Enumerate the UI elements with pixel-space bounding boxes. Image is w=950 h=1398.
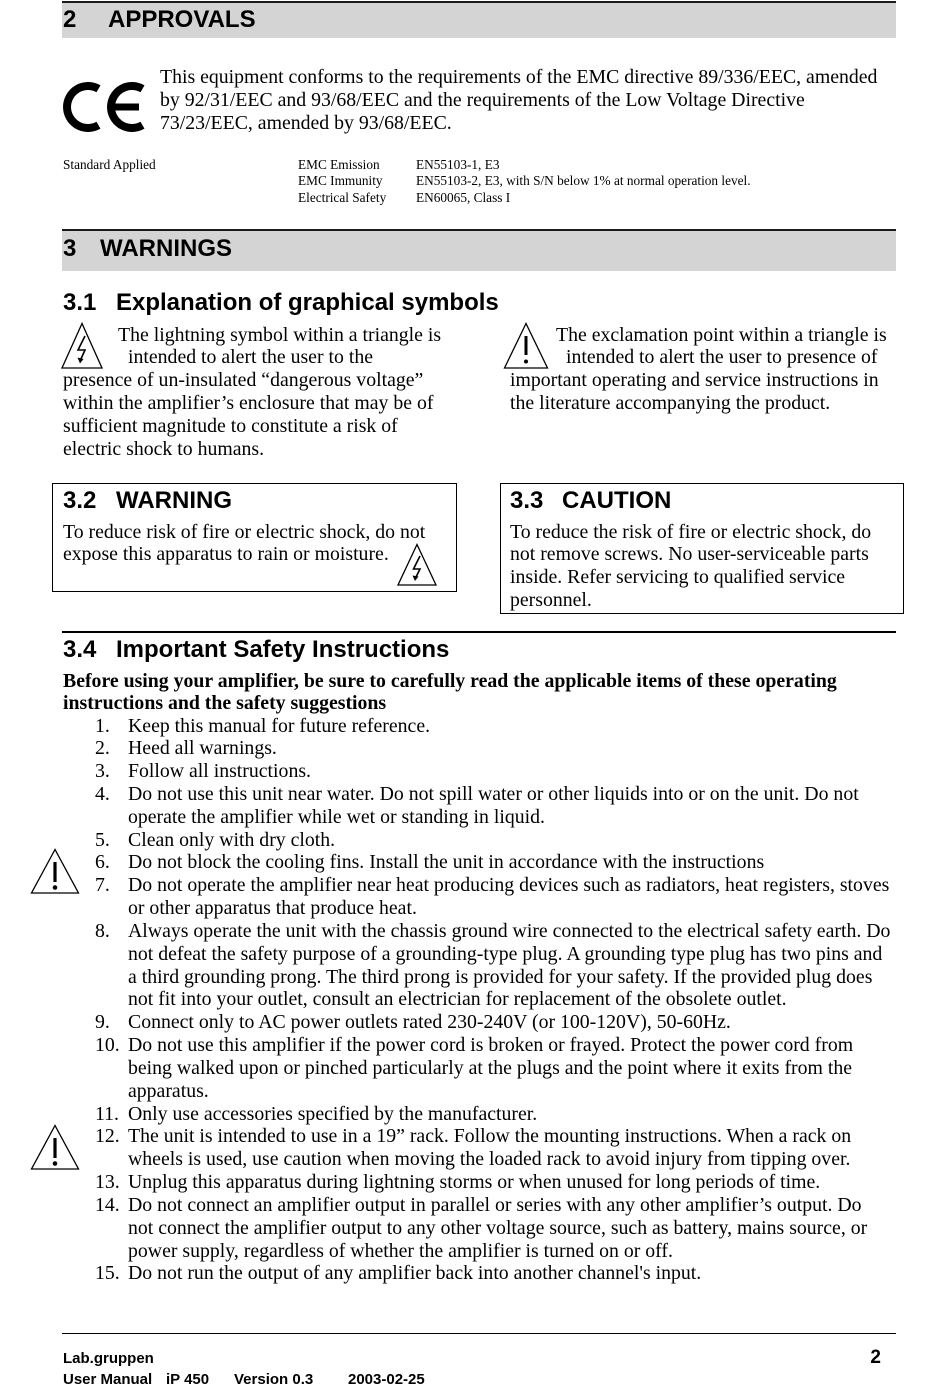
standard-applied-label: Standard Applied (63, 156, 156, 172)
footer-document: User Manual (63, 1371, 153, 1388)
warning-section-title: WARNING (116, 487, 232, 515)
explanation-line: intended to alert the user to presence of (566, 346, 878, 369)
item-number: 12. (95, 1125, 120, 1148)
item-number: 3. (95, 760, 110, 783)
item-text: Do not run the output of any amplifier back into another channel's input. (128, 1262, 702, 1285)
list-item (0, 1171, 950, 1194)
footer-version: Version 0.3 (234, 1371, 314, 1388)
caution-line: To reduce the risk of fire or electric shock, do (510, 520, 872, 543)
safety-intro (63, 670, 837, 716)
caution-line: not remove screws. No user-serviceable parts (510, 543, 869, 566)
item-text: Do not block the cooling fins. Install the unit in accordance with the instructions (128, 851, 765, 874)
intro-line: instructions and the safety suggestions (63, 692, 387, 715)
list-item (0, 783, 950, 829)
caution-line: personnel. (510, 588, 592, 611)
explanation-line: sufficient magnitude to constitute a risk of (63, 414, 398, 437)
standard-name: EMC Immunity (298, 173, 383, 188)
item-number: 14. (95, 1193, 120, 1216)
safety-instructions-list (0, 715, 950, 1286)
caution-text (510, 521, 871, 612)
item-text: Do not use this unit near water. Do not spill water or other liquids into or on the unit. Do not (128, 782, 859, 805)
standard-value: EN60065, Class I (416, 189, 511, 205)
explanation-line: intended to alert the user to the (128, 346, 373, 369)
item-text: Heed all warnings. (128, 737, 277, 760)
footer-divider (62, 1333, 896, 1334)
symbols-section-title: Explanation of graphical symbols (116, 289, 499, 317)
explanation-line: within the amplifier’s enclosure that may be of (63, 391, 434, 414)
item-text: Keep this manual for future reference. (128, 714, 431, 737)
item-text: wheels is used, use caution when moving the loaded rack to avoid injury from tipping over. (128, 1148, 851, 1171)
safety-section-number: 3.4 (63, 636, 97, 664)
item-text: Do not operate the amplifier near heat producing devices such as radiators, heat registers, stoves (128, 874, 890, 897)
item-number: 7. (95, 874, 110, 897)
item-number: 11. (95, 1102, 119, 1125)
footer-brand: Lab.gruppen (63, 1350, 154, 1367)
item-text: Follow all instructions. (128, 760, 311, 783)
item-text: Connect only to AC power outlets rated 230-240V (or 100-120V), 50-60Hz. (128, 1011, 731, 1034)
standard-values (416, 157, 751, 207)
lightning-symbol-explanation (63, 324, 441, 461)
safety-section-title: Important Safety Instructions (116, 636, 450, 664)
explanation-line: The exclamation point within a triangle is (556, 323, 887, 346)
item-number: 13. (95, 1171, 120, 1194)
warning-text (63, 521, 425, 567)
warnings-section-title: WARNINGS (100, 235, 232, 263)
item-text: apparatus. (128, 1079, 209, 1102)
standard-name: EMC Emission (298, 156, 380, 172)
approvals-section-title: APPROVALS (108, 6, 256, 33)
list-item (0, 1194, 950, 1262)
item-number: 10. (95, 1034, 120, 1057)
list-item (0, 1011, 950, 1034)
item-number: 4. (95, 782, 110, 805)
item-text: a third grounding prong. The third prong is provided for your safety. If the provided plug does (128, 965, 873, 988)
item-text: operate the amplifier while wet or standing in liquid. (128, 805, 545, 828)
symbols-section-number: 3.1 (63, 289, 97, 317)
warning-section-number: 3.2 (63, 487, 97, 515)
item-text: not defeat the safety purpose of a grounding-type plug. A grounding type plug has two pins and (128, 942, 883, 965)
list-item (0, 829, 950, 852)
item-text: not fit into your outlet, consult an electrician for replacement of the obsolete outlet. (128, 988, 787, 1011)
warning-line: expose this apparatus to rain or moisture. (63, 543, 389, 566)
standard-names (298, 157, 386, 207)
paragraph-line: This equipment conforms to the requirements of the EMC directive 89/336/EEC, amended (160, 65, 878, 88)
approvals-section-number: 2 (63, 6, 77, 33)
explanation-line: The lightning symbol within a triangle is (118, 323, 442, 346)
warning-line: To reduce risk of fire or electric shock, do not (63, 520, 426, 543)
item-text: being walked upon or pinched particularly at the plugs and the point where it exits from the (128, 1056, 853, 1079)
list-item (0, 715, 950, 738)
page-number: 2 (870, 1347, 881, 1368)
standard-value: EN55103-2, E3, with S/N below 1% at normal operation level. (416, 173, 751, 188)
footer-date: 2003-02-25 (348, 1371, 425, 1388)
explanation-line: electric shock to humans. (63, 437, 265, 460)
lightning-triangle-icon (397, 543, 437, 587)
ce-mark-icon (60, 78, 150, 138)
section-divider (62, 631, 896, 633)
item-number: 8. (95, 919, 110, 942)
list-item (0, 920, 950, 1011)
item-text: Do not use this amplifier if the power cord is broken or frayed. Protect the power cord from (128, 1034, 854, 1057)
item-text: power supply, regardless of whether the amplifier is turned on or off. (128, 1239, 673, 1262)
exclamation-symbol-explanation (510, 324, 887, 415)
item-text: The unit is intended to use in a 19” rack. Follow the mounting instructions. When a rack on (128, 1125, 852, 1148)
item-number: 6. (95, 851, 110, 874)
warnings-section-number: 3 (63, 235, 77, 263)
explanation-line: important operating and service instructions in (510, 369, 879, 392)
item-text: Clean only with dry cloth. (128, 828, 336, 851)
caution-section-number: 3.3 (510, 487, 544, 515)
list-item (0, 851, 950, 874)
list-item (0, 874, 950, 920)
list-item (0, 1125, 950, 1171)
paragraph-line: by 92/31/EEC and 93/68/EEC and the requirements of the Low Voltage Directive (160, 88, 805, 111)
standard-name: Electrical Safety (298, 189, 387, 205)
caution-line: inside. Refer servicing to qualified service (510, 566, 846, 589)
explanation-line: the literature accompanying the product. (510, 391, 831, 414)
paragraph-line: 73/23/EEC, amended by 93/68/EEC. (160, 111, 452, 134)
item-text: not connect the amplifier output to any other voltage source, such as battery, mains source, or (128, 1216, 868, 1239)
list-item (0, 1034, 950, 1102)
item-text: Only use accessories specified by the manufacturer. (128, 1102, 538, 1125)
footer-model: iP 450 (166, 1371, 210, 1388)
standard-value: EN55103-1, E3 (416, 156, 500, 172)
approvals-paragraph (160, 66, 877, 135)
list-item (0, 1103, 950, 1126)
item-text: Always operate the unit with the chassis ground wire connected to the electrical safety earth. Do (128, 919, 891, 942)
list-item (0, 1262, 950, 1285)
item-number: 9. (95, 1011, 110, 1034)
list-item (0, 760, 950, 783)
intro-line: Before using your amplifier, be sure to carefully read the applicable items of these operating (63, 669, 837, 692)
item-number: 15. (95, 1262, 120, 1285)
item-text: or other apparatus that produce heat. (128, 897, 417, 920)
item-text: Do not connect an amplifier output in parallel or series with any other amplifier’s output. Do (128, 1193, 862, 1216)
list-item (0, 737, 950, 760)
item-number: 2. (95, 737, 110, 760)
explanation-line: presence of un-insulated “dangerous voltage” (63, 369, 424, 392)
caution-section-title: CAUTION (562, 487, 672, 515)
item-text: Unplug this apparatus during lightning storms or when unused for long periods of time. (128, 1171, 821, 1194)
item-number: 5. (95, 828, 110, 851)
item-number: 1. (95, 714, 110, 737)
